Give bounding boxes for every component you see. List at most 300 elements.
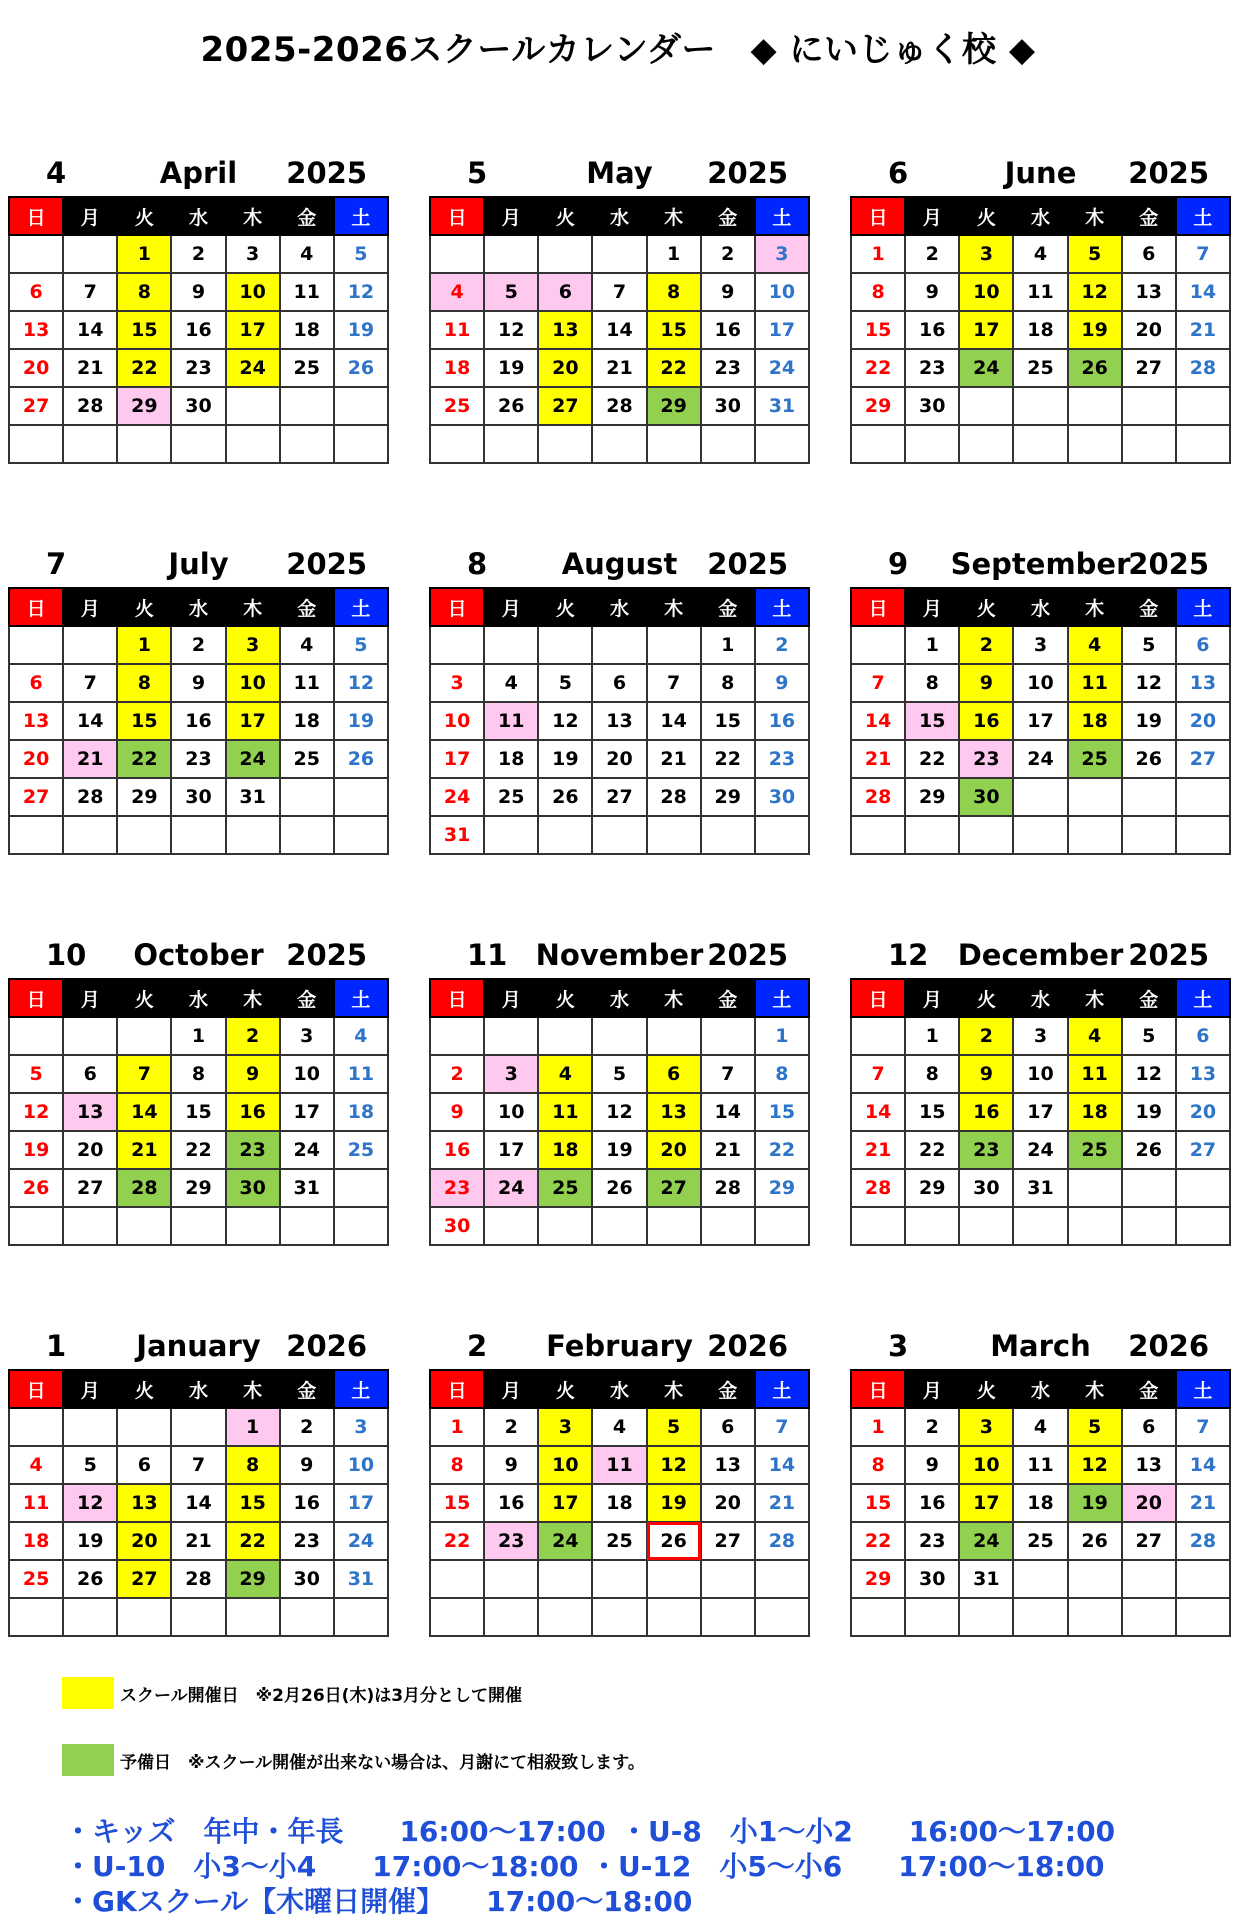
weekday-header: 木 bbox=[1068, 1370, 1122, 1408]
weekday-header: 土 bbox=[334, 1370, 388, 1408]
day-cell: 30 bbox=[701, 387, 755, 425]
month-number: 7 bbox=[46, 547, 67, 581]
day-cell: 9 bbox=[905, 1446, 959, 1484]
day-cell: 10 bbox=[538, 1446, 592, 1484]
empty-cell bbox=[334, 1169, 388, 1207]
month-june bbox=[850, 148, 1231, 464]
day-cell: 24 bbox=[334, 1522, 388, 1560]
day-cell: 18 bbox=[1068, 702, 1122, 740]
day-cell: 15 bbox=[755, 1093, 809, 1131]
day-cell: 6 bbox=[647, 1055, 701, 1093]
day-cell: 21 bbox=[1176, 1484, 1230, 1522]
week-row bbox=[9, 1131, 388, 1169]
empty-cell bbox=[430, 1598, 484, 1636]
day-cell: 20 bbox=[117, 1522, 171, 1560]
day-cell: 31 bbox=[226, 778, 280, 816]
day-cell: 4 bbox=[1013, 235, 1067, 273]
empty-cell bbox=[9, 816, 63, 854]
month-february bbox=[429, 1321, 810, 1637]
day-cell: 18 bbox=[334, 1093, 388, 1131]
day-cell: 27 bbox=[1176, 1131, 1230, 1169]
day-cell: 7 bbox=[117, 1055, 171, 1093]
weekday-header: 土 bbox=[1176, 1370, 1230, 1408]
day-cell: 8 bbox=[647, 273, 701, 311]
week-row bbox=[9, 1207, 388, 1245]
day-cell: 1 bbox=[905, 1017, 959, 1055]
weekday-header: 月 bbox=[484, 197, 538, 235]
day-cell: 11 bbox=[1068, 664, 1122, 702]
weekday-header: 水 bbox=[171, 979, 225, 1017]
weekday-header: 木 bbox=[1068, 588, 1122, 626]
day-cell: 13 bbox=[1176, 664, 1230, 702]
month-december bbox=[850, 930, 1231, 1246]
day-cell: 3 bbox=[226, 626, 280, 664]
day-cell: 26 bbox=[9, 1169, 63, 1207]
day-cell: 12 bbox=[538, 702, 592, 740]
day-cell: 18 bbox=[430, 349, 484, 387]
day-cell: 20 bbox=[592, 740, 646, 778]
day-cell: 15 bbox=[430, 1484, 484, 1522]
week-row bbox=[9, 1169, 388, 1207]
day-cell: 17 bbox=[755, 311, 809, 349]
day-cell: 31 bbox=[755, 387, 809, 425]
weekday-header: 金 bbox=[701, 588, 755, 626]
month-table bbox=[850, 1369, 1231, 1637]
day-cell: 24 bbox=[1013, 1131, 1067, 1169]
week-row bbox=[9, 626, 388, 664]
month-july bbox=[8, 539, 389, 855]
weekday-header: 日 bbox=[430, 588, 484, 626]
day-cell: 11 bbox=[334, 1055, 388, 1093]
weekday-header: 土 bbox=[755, 197, 809, 235]
day-cell: 25 bbox=[1068, 740, 1122, 778]
day-cell: 22 bbox=[905, 1131, 959, 1169]
day-cell: 20 bbox=[538, 349, 592, 387]
week-row bbox=[851, 425, 1230, 463]
day-cell: 8 bbox=[701, 664, 755, 702]
empty-cell bbox=[171, 816, 225, 854]
day-cell: 21 bbox=[592, 349, 646, 387]
day-cell: 4 bbox=[1013, 1408, 1067, 1446]
day-cell: 16 bbox=[755, 702, 809, 740]
day-cell: 20 bbox=[1122, 311, 1176, 349]
day-cell: 1 bbox=[117, 235, 171, 273]
month-name: February bbox=[546, 1329, 693, 1363]
day-cell: 8 bbox=[171, 1055, 225, 1093]
day-cell: 1 bbox=[851, 235, 905, 273]
month-number: 12 bbox=[888, 938, 929, 972]
weekday-header: 水 bbox=[171, 197, 225, 235]
day-cell: 17 bbox=[430, 740, 484, 778]
day-cell: 16 bbox=[959, 702, 1013, 740]
day-cell: 4 bbox=[592, 1408, 646, 1446]
day-cell: 4 bbox=[1068, 626, 1122, 664]
day-cell: 24 bbox=[280, 1131, 334, 1169]
day-cell: 15 bbox=[647, 311, 701, 349]
day-cell: 23 bbox=[701, 349, 755, 387]
month-name: January bbox=[136, 1329, 261, 1363]
week-row bbox=[9, 1522, 388, 1560]
day-cell: 20 bbox=[9, 349, 63, 387]
day-cell: 15 bbox=[226, 1484, 280, 1522]
day-cell: 9 bbox=[171, 273, 225, 311]
month-year: 2025 bbox=[707, 938, 788, 972]
legend-reserve bbox=[62, 1743, 645, 1777]
empty-cell bbox=[592, 1560, 646, 1598]
day-cell: 21 bbox=[1176, 311, 1230, 349]
day-cell: 5 bbox=[1122, 1017, 1176, 1055]
empty-cell bbox=[1176, 1598, 1230, 1636]
week-row bbox=[851, 1560, 1230, 1598]
month-year: 2025 bbox=[1128, 547, 1209, 581]
day-cell: 13 bbox=[1176, 1055, 1230, 1093]
weekday-header: 金 bbox=[701, 979, 755, 1017]
day-cell: 3 bbox=[280, 1017, 334, 1055]
empty-cell bbox=[959, 816, 1013, 854]
day-cell: 22 bbox=[171, 1131, 225, 1169]
month-table bbox=[8, 196, 389, 464]
day-cell: 16 bbox=[171, 702, 225, 740]
month-header bbox=[429, 930, 810, 978]
day-cell: 14 bbox=[592, 311, 646, 349]
day-cell: 26 bbox=[1122, 740, 1176, 778]
day-cell: 19 bbox=[538, 740, 592, 778]
day-cell: 27 bbox=[1122, 349, 1176, 387]
weekday-header: 金 bbox=[280, 197, 334, 235]
day-cell: 1 bbox=[647, 235, 701, 273]
day-cell: 14 bbox=[647, 702, 701, 740]
month-table bbox=[429, 587, 810, 855]
day-cell: 17 bbox=[959, 311, 1013, 349]
week-row bbox=[9, 1408, 388, 1446]
day-cell: 15 bbox=[117, 311, 171, 349]
day-cell: 19 bbox=[334, 702, 388, 740]
school-day-swatch bbox=[62, 1677, 114, 1709]
day-cell: 16 bbox=[959, 1093, 1013, 1131]
day-cell: 21 bbox=[171, 1522, 225, 1560]
weekday-header: 木 bbox=[647, 588, 701, 626]
day-cell: 14 bbox=[755, 1446, 809, 1484]
day-cell: 3 bbox=[755, 235, 809, 273]
empty-cell bbox=[592, 1207, 646, 1245]
day-cell: 3 bbox=[1013, 1017, 1067, 1055]
empty-cell bbox=[484, 235, 538, 273]
day-cell: 12 bbox=[1068, 273, 1122, 311]
day-cell: 6 bbox=[1122, 1408, 1176, 1446]
day-cell: 28 bbox=[592, 387, 646, 425]
day-cell: 17 bbox=[226, 702, 280, 740]
empty-cell bbox=[1122, 778, 1176, 816]
day-cell: 2 bbox=[430, 1055, 484, 1093]
day-cell: 17 bbox=[226, 311, 280, 349]
month-number: 4 bbox=[46, 156, 67, 190]
day-cell: 15 bbox=[905, 702, 959, 740]
weekday-header: 木 bbox=[226, 588, 280, 626]
empty-cell bbox=[1176, 1207, 1230, 1245]
empty-cell bbox=[592, 1598, 646, 1636]
month-number: 3 bbox=[888, 1329, 909, 1363]
empty-cell bbox=[851, 1207, 905, 1245]
weekday-header: 木 bbox=[647, 979, 701, 1017]
day-cell: 21 bbox=[851, 1131, 905, 1169]
day-cell: 10 bbox=[959, 273, 1013, 311]
empty-cell bbox=[9, 425, 63, 463]
empty-cell bbox=[1013, 387, 1067, 425]
empty-cell bbox=[1068, 816, 1122, 854]
day-cell: 22 bbox=[430, 1522, 484, 1560]
month-table bbox=[850, 587, 1231, 855]
day-cell: 1 bbox=[851, 1408, 905, 1446]
day-cell: 17 bbox=[484, 1131, 538, 1169]
weekday-header: 土 bbox=[755, 588, 809, 626]
weekday-header: 金 bbox=[280, 588, 334, 626]
weekday-header: 日 bbox=[851, 197, 905, 235]
empty-cell bbox=[63, 1017, 117, 1055]
week-row bbox=[851, 1017, 1230, 1055]
month-table bbox=[850, 196, 1231, 464]
weekday-header: 金 bbox=[1122, 979, 1176, 1017]
week-row bbox=[9, 816, 388, 854]
day-cell: 18 bbox=[280, 311, 334, 349]
day-cell: 1 bbox=[701, 626, 755, 664]
day-cell: 12 bbox=[484, 311, 538, 349]
week-row bbox=[430, 1598, 809, 1636]
day-cell: 25 bbox=[1013, 1522, 1067, 1560]
empty-cell bbox=[851, 425, 905, 463]
day-cell: 29 bbox=[851, 1560, 905, 1598]
empty-cell bbox=[755, 816, 809, 854]
day-cell: 22 bbox=[226, 1522, 280, 1560]
month-name: July bbox=[168, 547, 229, 581]
month-table bbox=[429, 978, 810, 1246]
day-cell: 23 bbox=[226, 1131, 280, 1169]
day-cell: 21 bbox=[63, 740, 117, 778]
empty-cell bbox=[334, 816, 388, 854]
empty-cell bbox=[755, 1598, 809, 1636]
day-cell: 29 bbox=[226, 1560, 280, 1598]
month-header bbox=[429, 539, 810, 587]
day-cell: 10 bbox=[959, 1446, 1013, 1484]
reserve-day-swatch bbox=[62, 1744, 114, 1776]
day-cell: 26 bbox=[647, 1522, 701, 1560]
empty-cell bbox=[959, 387, 1013, 425]
day-cell: 22 bbox=[851, 349, 905, 387]
week-row bbox=[430, 1408, 809, 1446]
day-cell: 28 bbox=[701, 1169, 755, 1207]
month-year: 2025 bbox=[286, 547, 367, 581]
day-cell: 7 bbox=[171, 1446, 225, 1484]
day-cell: 25 bbox=[538, 1169, 592, 1207]
weekday-header: 月 bbox=[63, 588, 117, 626]
day-cell: 5 bbox=[9, 1055, 63, 1093]
day-cell: 31 bbox=[280, 1169, 334, 1207]
day-cell: 19 bbox=[1068, 1484, 1122, 1522]
day-cell: 24 bbox=[959, 1522, 1013, 1560]
day-cell: 2 bbox=[484, 1408, 538, 1446]
empty-cell bbox=[117, 1017, 171, 1055]
day-cell: 19 bbox=[334, 311, 388, 349]
empty-cell bbox=[117, 1598, 171, 1636]
week-row bbox=[430, 1446, 809, 1484]
day-cell: 24 bbox=[484, 1169, 538, 1207]
day-cell: 30 bbox=[905, 1560, 959, 1598]
empty-cell bbox=[280, 816, 334, 854]
empty-cell bbox=[1068, 387, 1122, 425]
day-cell: 19 bbox=[1122, 702, 1176, 740]
day-cell: 5 bbox=[1068, 1408, 1122, 1446]
day-cell: 23 bbox=[280, 1522, 334, 1560]
day-cell: 16 bbox=[701, 311, 755, 349]
empty-cell bbox=[9, 1408, 63, 1446]
day-cell: 9 bbox=[755, 664, 809, 702]
day-cell: 23 bbox=[905, 1522, 959, 1560]
week-row bbox=[430, 349, 809, 387]
week-row bbox=[9, 273, 388, 311]
week-row bbox=[851, 1522, 1230, 1560]
empty-cell bbox=[647, 1598, 701, 1636]
day-cell: 10 bbox=[226, 664, 280, 702]
day-cell: 31 bbox=[430, 816, 484, 854]
empty-cell bbox=[538, 626, 592, 664]
empty-cell bbox=[701, 816, 755, 854]
day-cell: 16 bbox=[905, 311, 959, 349]
empty-cell bbox=[117, 1207, 171, 1245]
day-cell: 25 bbox=[334, 1131, 388, 1169]
empty-cell bbox=[9, 235, 63, 273]
day-cell: 1 bbox=[226, 1408, 280, 1446]
weekday-header: 火 bbox=[959, 197, 1013, 235]
day-cell: 4 bbox=[280, 235, 334, 273]
month-number: 2 bbox=[467, 1329, 488, 1363]
empty-cell bbox=[538, 816, 592, 854]
day-cell: 2 bbox=[701, 235, 755, 273]
day-cell: 12 bbox=[1068, 1446, 1122, 1484]
weekday-header: 水 bbox=[592, 1370, 646, 1408]
day-cell: 12 bbox=[9, 1093, 63, 1131]
day-cell: 9 bbox=[959, 1055, 1013, 1093]
day-cell: 12 bbox=[334, 273, 388, 311]
empty-cell bbox=[1122, 1598, 1176, 1636]
empty-cell bbox=[851, 816, 905, 854]
week-row bbox=[851, 349, 1230, 387]
day-cell: 28 bbox=[851, 1169, 905, 1207]
week-row bbox=[430, 778, 809, 816]
week-row bbox=[851, 1484, 1230, 1522]
week-row bbox=[430, 273, 809, 311]
week-row bbox=[430, 816, 809, 854]
weekday-header: 水 bbox=[171, 1370, 225, 1408]
week-row bbox=[851, 1169, 1230, 1207]
weekday-header: 木 bbox=[647, 1370, 701, 1408]
day-cell: 14 bbox=[701, 1093, 755, 1131]
day-cell: 4 bbox=[9, 1446, 63, 1484]
empty-cell bbox=[63, 425, 117, 463]
day-cell: 27 bbox=[647, 1169, 701, 1207]
weekday-header: 木 bbox=[1068, 979, 1122, 1017]
month-year: 2025 bbox=[1128, 938, 1209, 972]
day-cell: 7 bbox=[851, 1055, 905, 1093]
day-cell: 19 bbox=[1122, 1093, 1176, 1131]
day-cell: 21 bbox=[701, 1131, 755, 1169]
empty-cell bbox=[647, 425, 701, 463]
day-cell: 6 bbox=[701, 1408, 755, 1446]
empty-cell bbox=[1176, 425, 1230, 463]
day-cell: 19 bbox=[647, 1484, 701, 1522]
day-cell: 2 bbox=[280, 1408, 334, 1446]
day-cell: 28 bbox=[1176, 1522, 1230, 1560]
legend-school-text: スクール開催日 ※2月26日(木)は3月分として開催 bbox=[120, 1685, 523, 1706]
empty-cell bbox=[647, 1207, 701, 1245]
day-cell: 16 bbox=[171, 311, 225, 349]
day-cell: 9 bbox=[484, 1446, 538, 1484]
weekday-header: 火 bbox=[117, 1370, 171, 1408]
empty-cell bbox=[755, 1207, 809, 1245]
day-cell: 11 bbox=[592, 1446, 646, 1484]
day-cell: 17 bbox=[959, 1484, 1013, 1522]
day-cell: 9 bbox=[171, 664, 225, 702]
empty-cell bbox=[592, 1017, 646, 1055]
weekday-header: 月 bbox=[484, 979, 538, 1017]
day-cell: 9 bbox=[226, 1055, 280, 1093]
day-cell: 22 bbox=[905, 740, 959, 778]
week-row bbox=[851, 1055, 1230, 1093]
day-cell: 24 bbox=[755, 349, 809, 387]
day-cell: 16 bbox=[484, 1484, 538, 1522]
day-cell: 9 bbox=[959, 664, 1013, 702]
empty-cell bbox=[701, 1598, 755, 1636]
empty-cell bbox=[1176, 387, 1230, 425]
month-name: October bbox=[133, 938, 264, 972]
day-cell: 6 bbox=[63, 1055, 117, 1093]
day-cell: 27 bbox=[538, 387, 592, 425]
day-cell: 13 bbox=[647, 1093, 701, 1131]
empty-cell bbox=[9, 1207, 63, 1245]
month-number: 11 bbox=[467, 938, 508, 972]
weekday-header: 水 bbox=[1013, 588, 1067, 626]
day-cell: 3 bbox=[538, 1408, 592, 1446]
day-cell: 4 bbox=[430, 273, 484, 311]
month-october bbox=[8, 930, 389, 1246]
day-cell: 20 bbox=[647, 1131, 701, 1169]
weekday-header: 火 bbox=[538, 197, 592, 235]
week-row bbox=[430, 1131, 809, 1169]
day-cell: 30 bbox=[959, 778, 1013, 816]
empty-cell bbox=[117, 1408, 171, 1446]
week-row bbox=[9, 778, 388, 816]
empty-cell bbox=[171, 425, 225, 463]
schedule-gk: ・GKスクール【木曜日開催】 17:00～18:00 bbox=[64, 1885, 693, 1918]
week-row bbox=[430, 702, 809, 740]
weekday-header: 土 bbox=[1176, 588, 1230, 626]
weekday-header: 火 bbox=[117, 979, 171, 1017]
day-cell: 27 bbox=[592, 778, 646, 816]
month-number: 8 bbox=[467, 547, 488, 581]
weekday-header: 木 bbox=[1068, 197, 1122, 235]
schedule-kids: ・キッズ 年中・年長 16:00～17:00 bbox=[64, 1815, 606, 1848]
empty-cell bbox=[905, 1207, 959, 1245]
day-cell: 11 bbox=[1013, 1446, 1067, 1484]
day-cell: 1 bbox=[755, 1017, 809, 1055]
empty-cell bbox=[171, 1207, 225, 1245]
day-cell: 2 bbox=[171, 626, 225, 664]
empty-cell bbox=[334, 1207, 388, 1245]
day-cell: 29 bbox=[647, 387, 701, 425]
weekday-header: 日 bbox=[430, 197, 484, 235]
day-cell: 24 bbox=[1013, 740, 1067, 778]
empty-cell bbox=[647, 1017, 701, 1055]
empty-cell bbox=[1068, 778, 1122, 816]
empty-cell bbox=[1122, 1207, 1176, 1245]
